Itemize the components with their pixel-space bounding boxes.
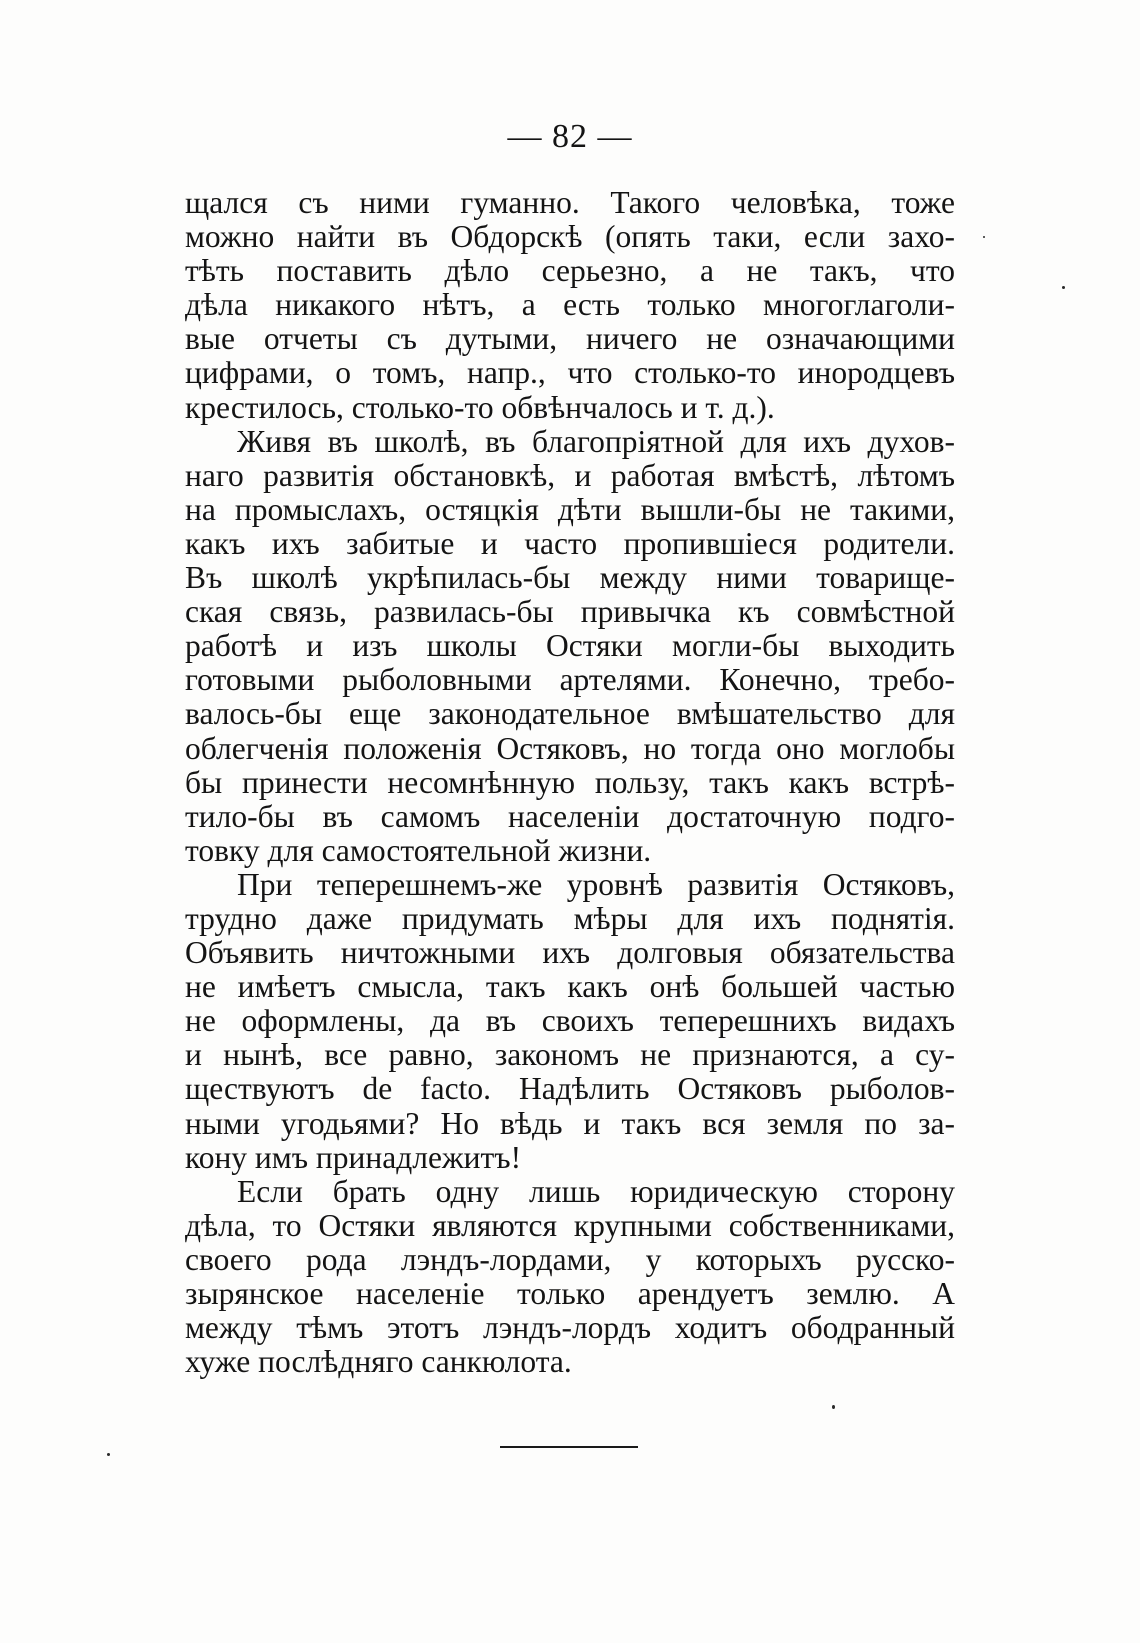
scan-speck — [983, 236, 985, 238]
text-line: кону имъ принадлежитъ! — [185, 1139, 522, 1175]
text-line: работѣ и изъ школы Остяки могли-бы выходить — [185, 628, 955, 664]
text-line: зырянское населеніе только арендуетъ землю. А — [185, 1276, 955, 1311]
text-line: готовыми рыболовными артелями. Конечно, требо- — [185, 662, 955, 698]
scan-speck — [832, 1405, 835, 1409]
paragraph — [185, 868, 955, 1175]
paragraph — [185, 1175, 955, 1380]
end-rule — [500, 1446, 638, 1448]
paragraph — [185, 186, 955, 425]
paragraph — [185, 425, 955, 868]
text-line: тило-бы въ самомъ населеніи достаточную подго- — [185, 798, 955, 834]
text-line: вые отчеты съ дутыми, ничего не означающими — [185, 321, 955, 357]
text-line: Въ школѣ укрѣпилась-бы между ними товарище- — [185, 560, 955, 596]
body-text — [185, 186, 955, 1379]
text-line: тѣть поставить дѣло серьезно, а не такъ, что — [185, 253, 955, 289]
text-line: можно найти въ Обдорскѣ (опять таки, если захо- — [185, 219, 955, 255]
scan-speck — [107, 1453, 110, 1456]
text-line: хуже послѣдняго санкюлота. — [185, 1344, 572, 1380]
text-line: на промыслахъ, остяцкія дѣти вышли-бы не такими, — [185, 491, 955, 527]
text-line: товку для самостоятельной жизни. — [185, 832, 652, 868]
text-line: ными угодьями? Но вѣдь и такъ вся земля по за- — [185, 1105, 955, 1141]
text-line: Объявить ничтожными ихъ долговыя обязательства — [185, 935, 955, 971]
text-line: крестилось, столько-то обвѣнчалось и т. д.). — [185, 389, 775, 425]
text-line: цифрами, о томъ, напр., что столько-то инородцевъ — [185, 355, 955, 391]
text-line: какъ ихъ забитые и часто пропившіеся родители. — [185, 525, 955, 561]
text-line: своего рода лэндъ-лордами, у которыхъ русско- — [185, 1241, 955, 1277]
text-line: При теперешнемъ-же уровнѣ развитія Остяковъ, — [237, 866, 955, 902]
text-line: ществуютъ de facto. Надѣлить Остяковъ рыболов- — [185, 1071, 955, 1107]
text-line: наго развитія обстановкѣ, и работая вмѣстѣ, лѣтомъ — [185, 457, 955, 493]
text-line: валось-бы еще законодательное вмѣшательство для — [185, 696, 955, 732]
text-line: бы принести несомнѣнную пользу, такъ какъ встрѣ- — [185, 764, 955, 800]
text-line: облегченія положенія Остяковъ, но тогда оно моглобы — [185, 730, 955, 766]
text-line: щался съ ними гуманно. Такого человѣка, тоже — [185, 185, 955, 220]
text-line: и нынѣ, все равно, закономъ не признаются, а су- — [185, 1037, 955, 1073]
text-line: трудно даже придумать мѣры для ихъ поднятія. — [185, 900, 955, 936]
page-number: — 82 — — [507, 118, 633, 155]
text-line: не оформлены, да въ своихъ теперешнихъ видахъ — [185, 1003, 955, 1039]
text-line: Живя въ школѣ, въ благопріятной для ихъ духов- — [237, 423, 955, 459]
text-line: дѣла никакого нѣтъ, а есть только многоглаголи- — [185, 287, 955, 323]
scan-speck — [1062, 286, 1065, 289]
text-line: между тѣмъ этотъ лэндъ-лордъ ходитъ ободранный — [185, 1310, 955, 1346]
text-line: дѣла, то Остяки являются крупными собственниками, — [185, 1207, 955, 1243]
text-line: Если брать одну лишь юридическую сторону — [237, 1173, 955, 1209]
text-line: не имѣетъ смысла, такъ какъ онѣ большей частью — [185, 969, 955, 1005]
text-line: ская связь, развилась-бы привычка къ совмѣстной — [185, 594, 955, 630]
